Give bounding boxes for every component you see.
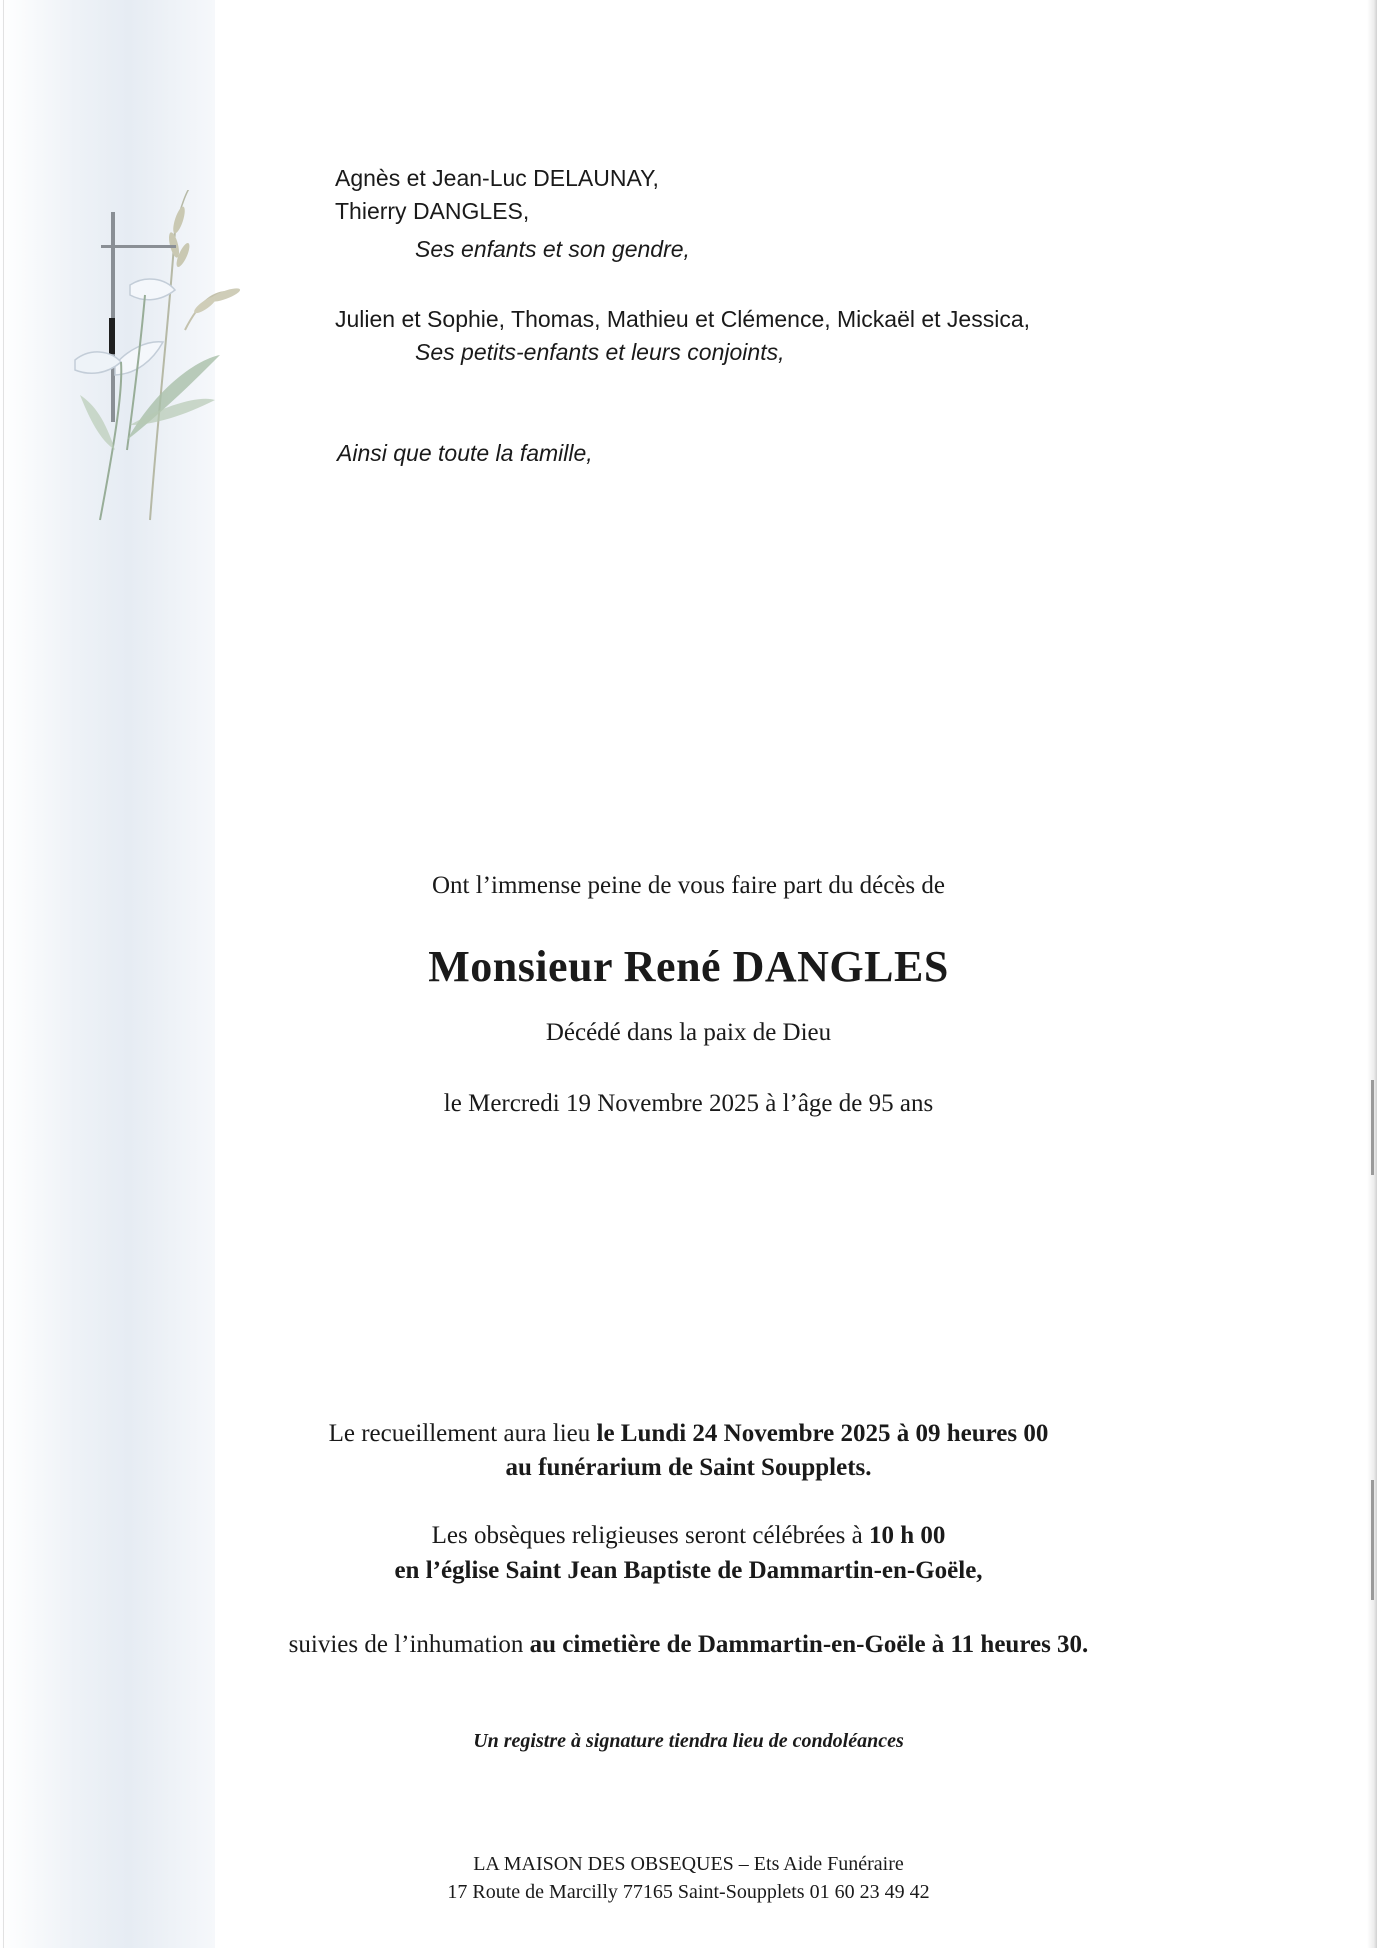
- announcement-intro: Ont l’immense peine de vous faire part du décès de: [431, 872, 945, 899]
- deceased-name: Monsieur René DANGLES: [428, 942, 949, 991]
- death-date-line: le Mercredi 19 Novembre 2025 à l’âge de 95 ans: [443, 1090, 934, 1117]
- gathering-date: le Lundi 24 Novembre 2025 à 09 heures 00: [596, 1420, 1049, 1447]
- gathering-line: [0, 1420, 1377, 1448]
- burial-line: [0, 1631, 1377, 1659]
- burial-prefix: suivies de l’inhumation: [288, 1631, 530, 1658]
- family-line: Ainsi que toute la famille,: [337, 440, 593, 466]
- children-caption: Ses enfants et son gendre,: [415, 236, 690, 262]
- registry-note: Un registre à signature tiendra lieu de condoléances: [473, 1730, 904, 1752]
- service-place: en l’église Saint Jean Baptiste de Dammartin-en-Goële,: [394, 1557, 983, 1584]
- children-names-line-2: Thierry DANGLES,: [335, 198, 530, 224]
- burial-detail: au cimetière de Dammartin-en-Goële à 11 heures 30.: [529, 1631, 1089, 1658]
- gathering-place: au funérarium de Saint Soupplets.: [505, 1454, 872, 1481]
- peace-line: Décédé dans la paix de Dieu: [545, 1019, 832, 1046]
- service-time: 10 h 00: [868, 1522, 946, 1549]
- wheat-stalk-icon: [150, 190, 241, 520]
- cross-lily-wheat-icon: [55, 190, 275, 630]
- grandchildren-names: Julien et Sophie, Thomas, Mathieu et Clémence, Mickaël et Jessica,: [335, 306, 1031, 332]
- service-prefix: Les obsèques religieuses seront célébrées à: [431, 1522, 869, 1549]
- gathering-prefix: Le recueillement aura lieu: [328, 1420, 597, 1447]
- children-names-line-1: Agnès et Jean-Luc DELAUNAY,: [335, 165, 659, 191]
- funeral-home-address: 17 Route de Marcilly 77165 Saint-Soupplets 01 60 23 49 42: [447, 1881, 930, 1903]
- grandchildren-caption: Ses petits-enfants et leurs conjoints,: [415, 339, 785, 365]
- funeral-home-name: LA MAISON DES OBSEQUES – Ets Aide Funéraire: [473, 1853, 904, 1875]
- service-line: [0, 1522, 1377, 1550]
